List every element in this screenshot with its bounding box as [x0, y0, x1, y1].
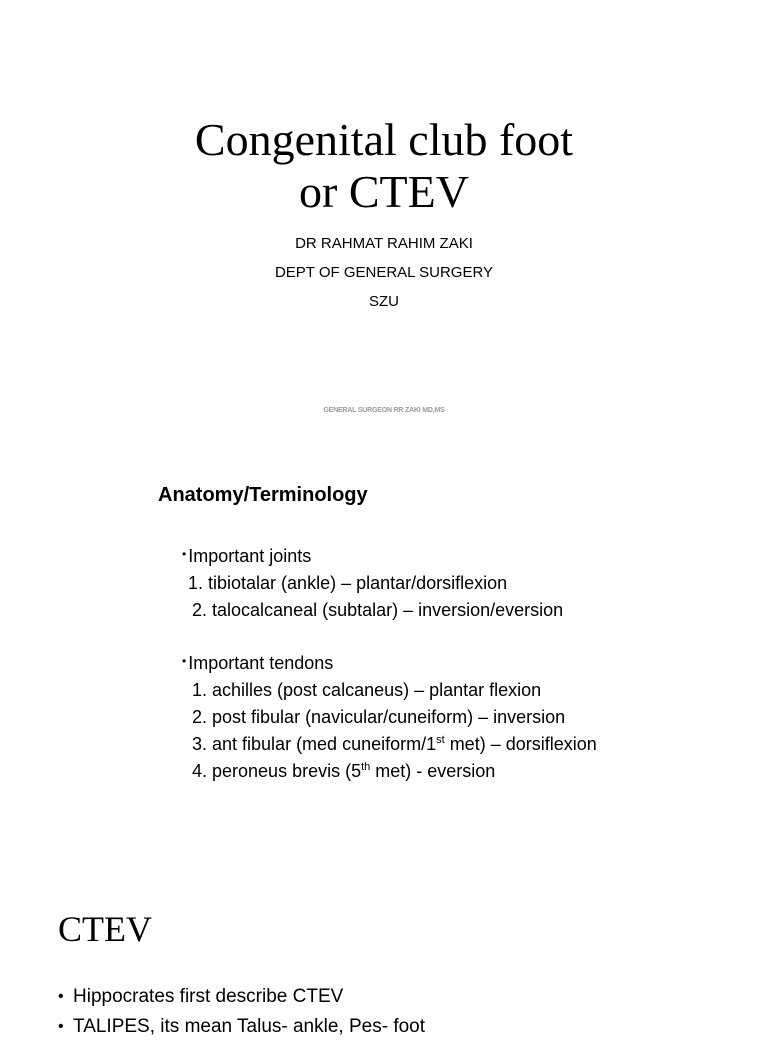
author-name: DR RAHMAT RAHIM ZAKI	[295, 235, 473, 252]
joints-group	[182, 543, 563, 624]
author-block	[0, 229, 768, 316]
list-item: 3. ant fibular (med cuneiform/1st met) – dorsiflexion	[192, 734, 597, 754]
bullet-item	[58, 982, 425, 1012]
slide-heading: CTEV	[58, 909, 152, 949]
bullet-item	[58, 1012, 425, 1042]
bullet-list	[58, 982, 425, 1042]
title-slide	[0, 0, 768, 440]
bullet-text: Hippocrates first describe CTEV	[73, 986, 344, 1007]
list-item: 2. talocalcaneal (subtalar) – inversion/eversion	[192, 600, 564, 620]
bullet-dot-icon: •	[58, 988, 64, 1005]
bullet-label: Important tendons	[188, 653, 334, 673]
list-item: 4. peroneus brevis (5th met) - eversion	[192, 761, 496, 781]
list-item: 1. tibiotalar (ankle) – plantar/dorsiflexion	[188, 573, 508, 593]
slide-footer: GENERAL SURGEON RR ZAKI MD,MS	[323, 407, 445, 414]
bullet-dot-icon: •	[182, 654, 187, 668]
slide-heading: Anatomy/Terminology	[158, 484, 368, 506]
list-item: 2. post fibular (navicular/cuneiform) – inversion	[192, 707, 566, 727]
title-line-2: or CTEV	[299, 166, 469, 217]
bullet-item	[182, 543, 563, 570]
bullet-text: TALIPES, its mean Talus- ankle, Pes- foot	[73, 1016, 426, 1037]
title-line-1: Congenital club foot	[194, 114, 574, 165]
department: DEPT OF GENERAL SURGERY	[274, 264, 494, 281]
list-item: 1. achilles (post calcaneus) – plantar flexion	[192, 680, 542, 700]
slide-title	[0, 114, 768, 218]
bullet-dot-icon: •	[58, 1018, 64, 1035]
institution: SZU	[369, 293, 399, 310]
bullet-item	[182, 650, 597, 677]
bullet-dot-icon: •	[182, 547, 187, 561]
tendons-group	[182, 650, 597, 785]
ctev-slide	[0, 880, 768, 1037]
bullet-label: Important joints	[188, 546, 312, 566]
anatomy-slide	[0, 440, 768, 840]
